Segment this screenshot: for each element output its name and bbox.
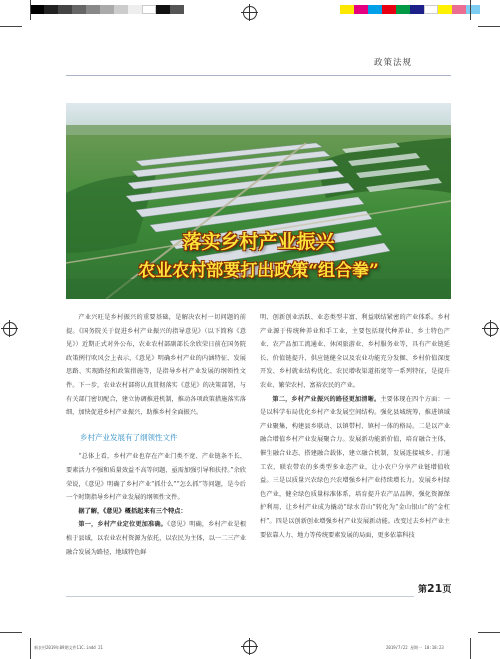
crop-mark [478, 632, 500, 633]
paragraph: 明、创新创业活跃、业态类型丰富、利益联结紧密的产业体系。乡村产业源于传统种养业和手工业，主要包括现代种养业、乡土特色产业、农产品加工流通业、休闲旅游业、乡村服务业等，具有产业链延长、价值链提升、供应链健全以及农业功能充分发掘、乡村价值深度开发、乡村就业结构优化、农民增收渠道拓宽等一系列特征，是提升农业、繁荣农村、富裕农民的产业。 [260, 314, 450, 389]
crop-mark [470, 638, 471, 659]
registration-mark-top [243, 6, 257, 20]
color-bar [30, 5, 184, 14]
crop-mark [478, 26, 500, 27]
registration-mark-right [484, 322, 498, 336]
emphasis: 第一，乡村产业定位更加准确。 [78, 521, 167, 529]
section-subhead: 乡村产业发展有了纲领性文件 [80, 432, 178, 442]
paragraph-body: 《意见》明确，乡村产业是根植于县域，以农业农村资源为依托，以农民为主体，以一二三产业融合发展为路径，地域特色鲜 [66, 521, 247, 556]
section-title: 政策法规 [374, 58, 413, 68]
footer-timestamp: 2019/7/22 星期一 10:18:23 [386, 645, 444, 650]
paragraph [66, 518, 246, 559]
paragraph: 据了解，《意见》概括起来有三个特点： [78, 507, 187, 515]
registration-mark-left [3, 322, 17, 336]
footer-file-info: 新农村2019年09期文件11C.indd 21 [34, 645, 103, 650]
header-rule [66, 75, 451, 76]
headline-line2: 农业农村部要打出政策“组合拳” [138, 261, 379, 281]
headline-line1: 落实乡村产业振兴 [182, 231, 335, 253]
crop-mark [30, 0, 31, 20]
paragraph [260, 393, 450, 543]
page-number-prefix: 第 [418, 585, 428, 595]
page-number [418, 582, 451, 595]
crop-mark [0, 26, 22, 27]
paragraph-body: 主要体现在四个方面：一是以科学布局优化乡村产业发展空间结构。强化县城统筹，推进镇域产业聚集，构建县乡联动、以镇带村、镇村一体的格局。二是以产业融合增值乡村产业发展聚合力。发展新功能新价值，培育融合主体，催生融合业态、搭建融合载体，建立融合机制，发展连接城乡、打通工农、联农带农的多类型多业态产业，让小农户分享产业链增值收益。三是以质量兴农绿色兴农增强乡村产业持续增长力。发展乡村绿色产业，健全绿色质量标准体系，培育提升农产品品牌，强化资源保护利用，让乡村产业成为撬动“绿水青山”转化为“金山银山”的“金杠杆”。四是以创新创业增强乡村产业发展新动能。改变过去乡村产业主要依靠人力、地力等传统要素发展的局面，更多依靠科技 [260, 395, 451, 539]
crop-mark [470, 0, 471, 20]
paragraph: 产业兴旺是乡村振兴的重要基础，是解决农村一切问题的前提。《国务院关于促进乡村产业振兴的指导意见》（以下简称《意见》）近期正式对外公布，农业农村部副部长余欣荣日前在国务院政策例行吹风会上表示，《意见》明确乡村产业的内涵特征、发展思路、实现路径和政策措施等，是指导乡村产业发展的纲领性文件。下一步，农业农村部将认真贯彻落实《意见》的决策部署，与有关部门密切配合，建立协调推进机制，推动各项政策措施落实落细，加快促进乡村产业振兴，助推乡村全面振兴。 [66, 314, 246, 417]
page-number-suffix: 页 [442, 585, 452, 595]
emphasis: 第二，乡村产业振兴的路径更加清晰。 [272, 395, 381, 403]
registration-mark-bottom [243, 640, 257, 654]
left-column [66, 311, 246, 559]
crop-mark [30, 638, 31, 659]
color-bar-right [340, 5, 480, 14]
right-column [260, 311, 450, 542]
page-number-value: 21 [427, 582, 443, 595]
paragraph: “总体上看，乡村产业也存在产业门类不宽、产业链条不长、要素活力不强和质量效益不高等问题，亟需加强引导和扶持。”余欣荣说，《意见》明确了乡村产业“抓什么”“怎么抓”等问题，是今后一个时期指导乡村产业发展的纲领性文件。 [66, 453, 246, 502]
footer-rule [66, 596, 414, 597]
crop-mark [0, 632, 22, 633]
